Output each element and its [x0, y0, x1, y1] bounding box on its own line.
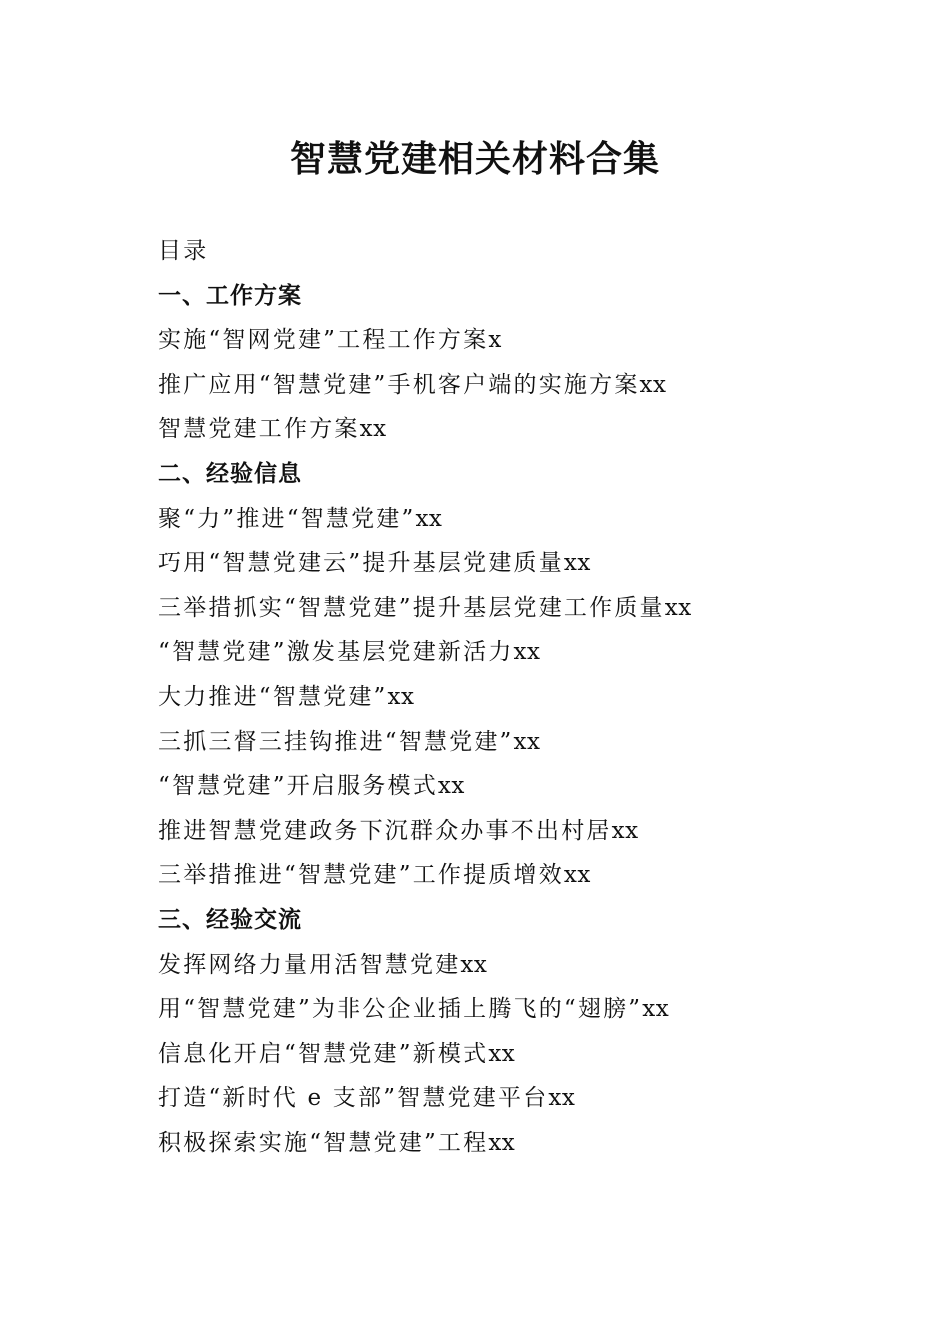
toc-entry-title: 积极探索实施“智慧党建”工程 [158, 1129, 489, 1156]
toc-entry [158, 318, 878, 363]
toc-entry-title: 三举措推进“智慧党建”工作提质增效 [158, 862, 564, 889]
toc-section-heading: 三、经验交流 [158, 906, 302, 933]
toc-entry-page: xx [437, 773, 465, 800]
toc-entry-page: xx [460, 951, 488, 978]
toc-entry [158, 407, 878, 452]
toc-entry [158, 809, 878, 854]
toc-section-heading: 一、工作方案 [158, 282, 302, 309]
toc-entry-title: 推进智慧党建政务下沉群众办事不出村居 [158, 817, 612, 844]
toc-entry-page: xx [548, 1085, 576, 1112]
toc-entry-page: xx [642, 996, 670, 1023]
toc-entry-page: xx [664, 594, 692, 621]
toc-entry-title: 智慧党建工作方案 [158, 416, 360, 443]
toc-entry [158, 764, 878, 809]
toc-entry-page: xx [488, 1129, 516, 1156]
toc-entry-title: 实施“智网党建”工程工作方案 [158, 327, 489, 354]
toc-entry-title: “智慧党建”开启服务模式 [158, 773, 438, 800]
toc-entry-title: 用“智慧党建”为非公企业插上腾飞的“翅膀” [158, 996, 643, 1023]
toc-entry [158, 630, 878, 675]
toc-entry-page: xx [513, 728, 541, 755]
toc-entry [158, 363, 878, 408]
toc-entry-page: xx [359, 416, 387, 443]
toc-section-heading: 二、经验信息 [158, 460, 302, 487]
toc-entry-title: 聚“力”推进“智慧党建” [158, 505, 416, 532]
toc-entry-page: xx [563, 862, 591, 889]
toc-entry-title: 信息化开启“智慧党建”新模式 [158, 1040, 489, 1067]
toc-entry [158, 1032, 878, 1077]
toc-entry-title: 打造“新时代 e 支部”智慧党建平台 [158, 1085, 549, 1112]
toc-entry-title: 推广应用“智慧党建”手机客户端的实施方案 [158, 371, 640, 398]
toc-entry-page: xx [387, 683, 415, 710]
toc-label: 目录 [158, 238, 209, 264]
toc-entry-page: xx [415, 505, 443, 532]
document-title: 智慧党建相关材料合集 [289, 138, 660, 180]
toc-entry-title: 大力推进“智慧党建” [158, 683, 388, 710]
toc-entry-page: xx [513, 639, 541, 666]
toc-entry [158, 541, 878, 586]
toc-entry [158, 943, 878, 988]
toc-entry [158, 586, 878, 631]
toc-entry [158, 675, 878, 720]
toc-entry-page: xx [488, 1040, 516, 1067]
toc-entry-title: 三抓三督三挂钩推进“智慧党建” [158, 728, 514, 755]
toc-entry [158, 853, 878, 898]
toc-entry [158, 497, 878, 542]
toc-entry [158, 1076, 878, 1121]
toc-entry-page: xx [639, 371, 667, 398]
toc-entry-title: 巧用“智慧党建云”提升基层党建质量 [158, 550, 564, 577]
table-of-contents [158, 229, 878, 1165]
toc-entry-page: xx [611, 817, 639, 844]
toc-entry-title: 三举措抓实“智慧党建”提升基层党建工作质量 [158, 594, 665, 621]
toc-entry [158, 1121, 878, 1166]
toc-entry [158, 720, 878, 765]
toc-entry-title: “智慧党建”激发基层党建新活力 [158, 639, 514, 666]
toc-entry-page: x [488, 327, 502, 354]
toc-entry-page: xx [563, 550, 591, 577]
toc-entry-title: 发挥网络力量用活智慧党建 [158, 951, 461, 978]
toc-entry [158, 987, 878, 1032]
